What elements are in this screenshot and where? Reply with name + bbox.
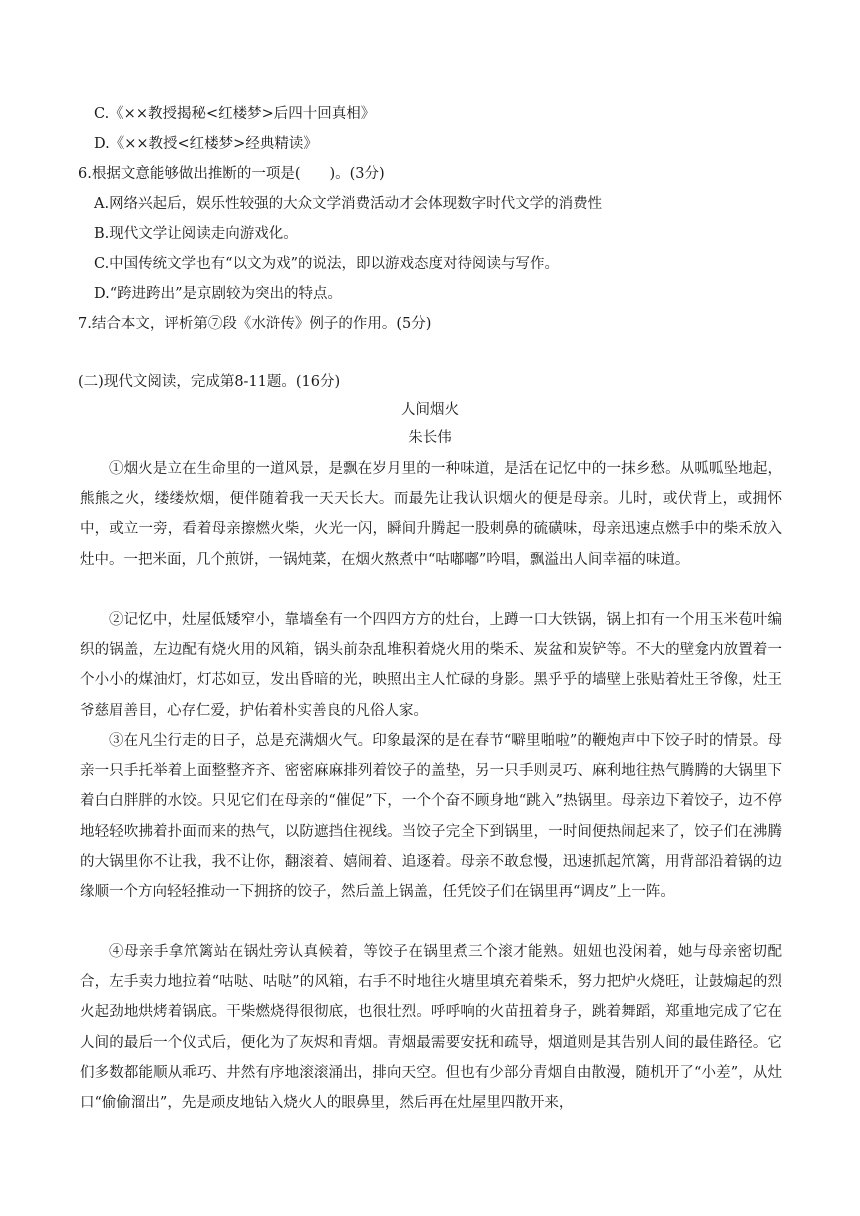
section-heading: (二)现代文阅读，完成第8-11题。(16分) [78, 374, 341, 390]
article-author: 朱长伟 [408, 430, 452, 446]
option-d: D.《××教授<红楼梦>经典精读》 [94, 136, 318, 152]
article-title: 人间烟火 [401, 402, 459, 418]
question-6-option-b: B.现代文学让阅读走向游戏化。 [94, 226, 298, 242]
question-6-option-d: D.“跨进跨出”是京剧较为突出的特点。 [94, 286, 343, 302]
option-c: C.《××教授揭秘<红楼梦>后四十回真相》 [94, 106, 376, 122]
paragraph-1: ①烟火是立在生命里的一道风景，是飘在岁月里的一种味道，是活在记忆中的一抹乡愁。从呱呱坠地起，熊熊之火，缕缕炊烟，便伴随着我一天天长大。而最先让我认识烟火的便是母亲。儿时，或伏背上，或拥怀中，或立一旁，看着母亲擦燃火柴，火光一闪，瞬间升腾起一股刺鼻的硫磺味，母亲迅速点燃手中的柴禾放入灶中。一把米面，几个煎饼，一锅炖菜，在烟火熬煮中“咕嘟嘟”吟唱，飘溢出人间幸福的味道。 [80, 461, 782, 568]
question-6-option-c: C.中国传统文学也有“以文为戏”的说法，即以游戏态度对待阅读与写作。 [94, 256, 560, 272]
question-6-option-a: A.网络兴起后，娱乐性较强的大众文学消费活动才会体现数字时代文学的消费性 [94, 196, 603, 212]
question-7: 7.结合本文，评析第⑦段《水浒传》例子的作用。(5分) [78, 316, 432, 332]
paragraph-2: ②记忆中，灶屋低矮窄小，靠墙垒有一个四四方方的灶台，上蹲一口大铁锅，锅上扣有一个用玉米苞叶编织的锅盖，左边配有烧火用的风箱，锅头前杂乱堆积着烧火用的柴禾、炭盆和炭铲等。不大的壁龛内放置着一个小小的煤油灯，灯芯如豆，发出昏暗的光，映照出主人忙碌的身影。黑乎乎的墙壁上张贴着灶王爷像，灶王爷慈眉善目，心存仁爱，护佑着朴实善良的凡俗人家。 [80, 612, 782, 719]
paragraph-4: ④母亲手拿笊篱站在锅灶旁认真候着，等饺子在锅里煮三个滚才能熟。妞妞也没闲着，她与母亲密切配合，左手卖力地拉着“咕哒、咕哒”的风箱，右手不时地往火塘里填充着柴禾，努力把炉火烧旺，让鼓煽起的烈火起劲地烘烤着锅底。干柴燃烧得很彻底，也很壮烈。呼呼响的火苗扭着身子，跳着舞蹈，郑重地完成了它在人间的最后一个仪式后，便化为了灰烬和青烟。青烟最需要安抚和疏导，烟道则是其告别人间的最佳路径。它们多数都能顺从乖巧、井然有序地滚滚涌出，排向天空。但也有少部分青烟自由散漫，随机开了“小差”，从灶口“偷偷溜出”，先是顽皮地钻入烧火人的眼鼻里，然后再在灶屋里四散开来， [80, 944, 782, 1112]
question-6: 6.根据文意能够做出推断的一项是( )。(3分) [78, 166, 385, 182]
paragraph-3: ③在凡尘行走的日子，总是充满烟火气。印象最深的是在春节“噼里啪啦”的鞭炮声中下饺子时的情景。母亲一只手托举着上面整整齐齐、密密麻麻排列着饺子的盖垫，另一只手则灵巧、麻利地往热气腾腾的大锅里下着白白胖胖的水饺。只见它们在母亲的“催促”下，一个个奋不顾身地“跳入”热锅里。母亲边下着饺子，边不停地轻轻吹拂着扑面而来的热气，以防遮挡住视线。当饺子完全下到锅里，一时间便热闹起来了，饺子们在沸腾的大锅里你不让我，我不让你，翻滚着、嬉闹着、追逐着。母亲不敢怠慢，迅速抓起笊篱，用背部沿着锅的边缘顺一个方向轻轻推动一下拥挤的饺子，然后盖上锅盖，任凭饺子们在锅里再“调皮”上一阵。 [80, 733, 782, 901]
